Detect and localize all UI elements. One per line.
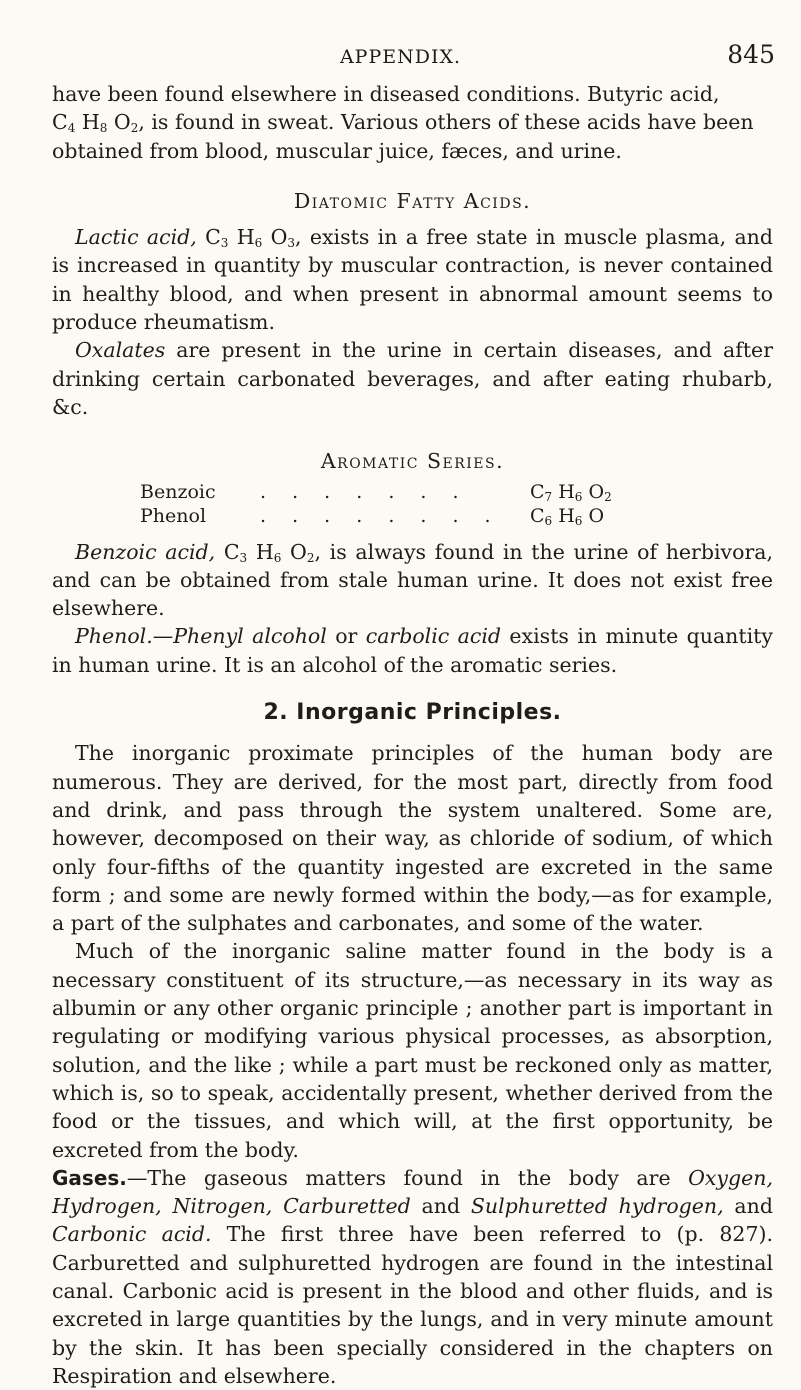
- inorganic-paragraph-2: Much of the inorganic saline matter found in the body is a necessary constituent of its structure,—as necessary in its way as albumin or any other organic principle ; another part is important in regulating or modifying various physical processes, as absorption, solution, and the like ; while a part must be reckoned only as matter, which is, so to speak, accidentally present, whether derived from the food or the tissues, and which will, at the first opportunity, be excreted from the body.: [52, 939, 773, 1162]
- carburetted-term: Carburetted: [272, 1194, 411, 1219]
- formula-symbol: C: [530, 504, 545, 527]
- formula-subscript: 6: [544, 513, 553, 528]
- formula-subscript: 4: [67, 121, 76, 136]
- leader-dots: . . . . . . . .: [260, 504, 501, 527]
- phenol-paragraph: [52, 622, 773, 679]
- formula-subscript: 3: [239, 550, 248, 565]
- formula-value: [530, 480, 640, 504]
- benzoic-term: Benzoic acid,: [75, 539, 216, 564]
- formula-symbol: C: [52, 110, 68, 135]
- intro-paragraph: [52, 80, 773, 165]
- formula-subscript: 3: [287, 236, 296, 251]
- lactic-paragraph: [52, 223, 773, 336]
- formula-symbol: O: [281, 539, 307, 564]
- gases-intro: —The gaseous matters found in the body are: [126, 1165, 689, 1190]
- formula-symbol: H: [552, 504, 575, 527]
- em-dash: —: [152, 624, 174, 649]
- formula-symbol: C: [215, 539, 240, 564]
- leader-dots: . . . . . . .: [260, 480, 469, 503]
- formula-subscript: 8: [99, 121, 108, 136]
- formula-name: Benzoic: [140, 480, 216, 503]
- formula-subscript: 6: [254, 236, 263, 251]
- hydrogen-term: Hydrogen,: [52, 1194, 162, 1219]
- formula-symbol: H: [75, 110, 100, 135]
- phenyl-alcohol-term: Phenyl alcohol: [173, 624, 327, 649]
- page-number: 845: [727, 40, 775, 69]
- page-body: [52, 80, 773, 1390]
- benzoic-text: , is always found in the urine of herbivora, and can be obtained from stale human urine. It does not exist free elsewhere.: [52, 539, 773, 621]
- connector-text: or: [326, 624, 366, 649]
- formula-subscript: 6: [273, 550, 282, 565]
- gases-paragraph: [52, 1164, 773, 1390]
- oxalates-term: Oxalates: [75, 338, 166, 363]
- carbolic-acid-term: carbolic acid: [365, 624, 502, 649]
- phenol-text: exists in minute quantity in human urine. It is an alcohol of the aromatic series.: [52, 624, 773, 677]
- formula-subscript: 2: [604, 489, 612, 504]
- formula-symbol: O: [107, 110, 131, 135]
- benzoic-paragraph: [52, 538, 773, 623]
- aromatic-heading: Aromatic Series.: [320, 449, 505, 474]
- running-head: APPENDIX.: [339, 46, 462, 68]
- lactic-text: , exists in a free state in muscle plasma, and is increased in quantity by muscular contraction, is never contained in healthy blood, and when present in abnormal amount seems to produce rheumatism.: [52, 225, 773, 335]
- sulphuretted-term: Sulphuretted hydrogen,: [470, 1194, 724, 1219]
- intro-line-1: have been found elsewhere in diseased conditions. Butyric acid,: [52, 82, 720, 106]
- inorganic-heading: 2. Inorganic Principles.: [263, 700, 562, 726]
- butyric-formula: [52, 110, 138, 134]
- formula-subscript: 3: [220, 236, 229, 251]
- formula-symbol: O: [582, 480, 605, 503]
- inorganic-paragraph-1: The inorganic proximate principles of the human body are numerous. They are derived, for the most part, directly from food and drink, and pass through the system unaltered. Some are, however, decomposed on their way, as chloride of sodium, of which only four-fifths of the quantity ingested are excreted in the same form ; and some are newly formed within the body,—as for example, a part of the sulphates and carbonates, and some of the water.: [52, 741, 773, 936]
- connector-text: and: [410, 1194, 471, 1219]
- formula-row-benzoic: [140, 480, 640, 504]
- formula-subscript: 2: [130, 121, 139, 136]
- formula-symbol: O: [582, 504, 605, 527]
- connector-text: and: [723, 1194, 773, 1219]
- formula-row-phenol: [140, 504, 640, 528]
- formula-symbol: C: [196, 225, 221, 250]
- formula-symbol: H: [228, 225, 255, 250]
- gases-term: Gases.: [52, 1165, 127, 1190]
- intro-line-2: , is found in sweat. Various others of these acids have been: [138, 110, 754, 135]
- formula-subscript: 6: [574, 513, 583, 528]
- gases-text: The first three have been referred to (p. 827). Carburetted and sulphuretted hydrogen are found in the intestinal canal. Carbonic acid is present in the blood and other fluids, and is excreted in large quantities by the lungs, and in very minute amount by the skin. It has been specially considered in the chapters on Respiration and elsewhere.: [52, 1222, 774, 1388]
- formula-value: [530, 504, 640, 528]
- intro-line-3: obtained from blood, muscular juice, fæces, and urine.: [52, 138, 622, 163]
- formula-symbol: H: [552, 480, 575, 503]
- aromatic-formula-table: [140, 480, 640, 528]
- phenol-term: Phenol.: [75, 624, 153, 649]
- formula-name: Phenol: [140, 504, 207, 527]
- page-header: [0, 40, 801, 80]
- formula-symbol: C: [530, 480, 545, 503]
- formula-subscript: 6: [574, 489, 583, 504]
- oxygen-term: Oxygen,: [688, 1165, 773, 1190]
- formula-symbol: O: [262, 225, 288, 250]
- oxalates-paragraph: [52, 336, 773, 421]
- oxalates-text: are present in the urine in certain diseases, and after drinking certain carbonated beverages, and after eating rhubarb, &c.: [52, 338, 773, 419]
- formula-subscript: 7: [544, 489, 553, 504]
- formula-symbol: H: [247, 539, 274, 564]
- lactic-term: Lactic acid,: [75, 225, 197, 250]
- diatomic-heading: Diatomic Fatty Acids.: [293, 188, 532, 213]
- nitrogen-term: Nitrogen,: [161, 1194, 273, 1219]
- formula-subscript: 2: [306, 550, 315, 565]
- carbonic-term: Carbonic acid.: [52, 1222, 212, 1247]
